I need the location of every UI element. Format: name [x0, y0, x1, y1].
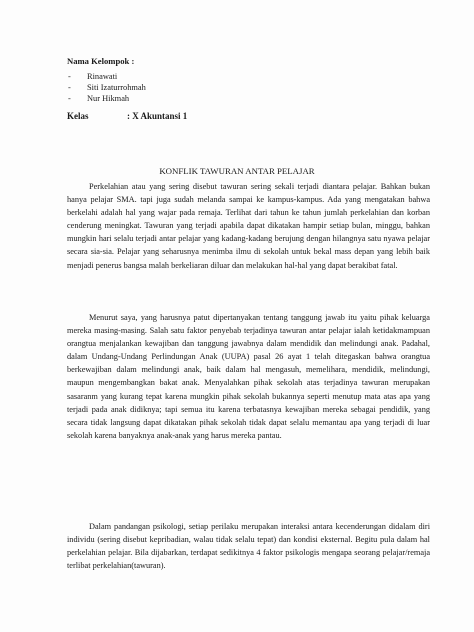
- member-name: Rinawati: [87, 72, 118, 81]
- member-item: [68, 93, 146, 104]
- dash-bullet: -: [68, 83, 71, 92]
- member-list: [68, 71, 146, 104]
- member-name: Nur Hikmah: [87, 94, 130, 103]
- dash-bullet: -: [68, 94, 71, 103]
- group-label: Nama Kelompok :: [67, 56, 135, 66]
- class-line: [67, 111, 187, 121]
- document-title: KONFLIK TAWURAN ANTAR PELAJAR: [159, 166, 315, 176]
- member-item: [68, 71, 146, 82]
- paragraph-2: Menurut saya, yang harusnya patut dipertanyakan tentang tanggung jawab itu yaitu pihak keluarga mereka masing-masing. Salah satu faktor penyebab terjadinya tawuran antar pelajar ialah ketidakmampuan orangtua menjalankan kewajiban dan tanggung jawabnya dalam mendidik dan melindungi anak. Padahal, dalam Undang-Undang Perlindungan Anak (UUPA) pasal 26 ayat 1 telah ditegaskan bahwa orangtua berkewajiban dalam melindungi anak, baik dalam hal mengasuh, memelihara, mendidik, melindungi, maupun mengembangkan bakat anak. Menyalahkan pihak sekolah atas terjadinya tawuran merupakan sasaranm yang kurang tepat karena mungkin pihak sekolah bukannya seperti menutup mata atas apa yang terjadi pada anak didiknya; tapi semua itu karena terbatasnya kewajiban mereka sebagai pendidik, yang secara tidak langsung dapat dikatakan pihak sekolah tidak dapat selalu memantau apa yang terjadi di luar sekolah karena banyaknya anak-anak yang harus mereka pantau.: [67, 313, 430, 440]
- dash-bullet: -: [68, 72, 71, 81]
- paragraph-1: Perkelahian atau yang sering disebut tawuran sering sekali terjadi diantara pelajar. Bahkan bukan hanya pelajar SMA. tapi juga sudah melanda sampai ke kampus-kampus. Ada yang mengatakan bahwa berkelahi adalah hal yang wajar pada remaja. Terlihat dari tahun ke tahun jumlah perkelahian dan korban cenderung meningkat. Tawuran yang terjadi apabila dapat dikatakan hampir setiap bulan, minggu, bahkan mungkin hari selalu terjadi antar pelajar yang kadang-kadang berujung dengan hilangnya satu nyawa pelajar secara sia-sia. Pelajar yang seharusnya menimba ilmu di sekolah untuk bekal mass depan yang lebih baik menjadi penerus bangsa malah berkeliaran diluar dan melakukan hal-hal yang dapat berakibat fatal.: [67, 182, 430, 270]
- class-label: Kelas: [67, 111, 89, 121]
- member-item: [68, 82, 146, 93]
- paragraph-3: Dalam pandangan psikologi, setiap perilaku merupakan interaksi antara kecenderungan didalam diri individu (sering disebut kepribadian, walau tidak selalu tepat) dan kondisi eksternal. Begitu pula dalam hal perkelahian pelajar. Bila dijabarkan, terdapat sedikitnya 4 faktor psikologis mengapa seorang pelajar/remaja terlibat perkelahian(tawuran).: [67, 522, 430, 571]
- class-value: : X Akuntansi 1: [127, 111, 188, 121]
- member-name: Siti Izaturrohmah: [87, 83, 146, 92]
